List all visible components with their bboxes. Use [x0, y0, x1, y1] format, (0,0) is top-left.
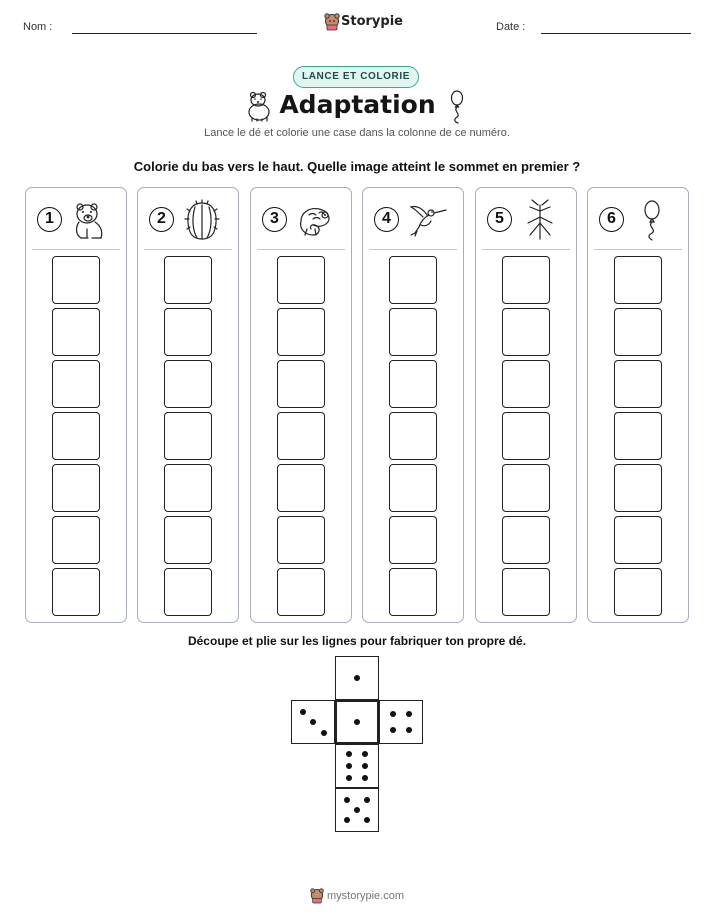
- color-cell[interactable]: [164, 568, 212, 616]
- storypie-logo-icon: [324, 13, 340, 31]
- column-2: [137, 187, 239, 623]
- cactus-icon: [182, 199, 222, 241]
- color-cell[interactable]: [389, 464, 437, 512]
- color-cell[interactable]: [389, 360, 437, 408]
- date-line[interactable]: [541, 33, 691, 34]
- dice-face-right: [379, 700, 423, 744]
- dice-face-left: [291, 700, 335, 744]
- dice-face-center: [335, 700, 379, 744]
- color-cell[interactable]: [52, 516, 100, 564]
- dice-pip: [364, 817, 370, 823]
- dice-pip: [362, 775, 368, 781]
- stick-insect-icon: [520, 199, 560, 241]
- color-cell[interactable]: [614, 256, 662, 304]
- color-cell[interactable]: [277, 516, 325, 564]
- color-cell[interactable]: [614, 412, 662, 460]
- color-cell[interactable]: [389, 256, 437, 304]
- dice-pip: [390, 727, 396, 733]
- color-cell[interactable]: [164, 308, 212, 356]
- balloon-title-icon: [448, 90, 466, 124]
- storypie-footer-icon: [310, 888, 324, 904]
- dice-pip: [354, 719, 360, 725]
- polar-bear-icon: [70, 199, 110, 241]
- color-cell[interactable]: [52, 464, 100, 512]
- color-cell[interactable]: [502, 412, 550, 460]
- color-cell[interactable]: [52, 256, 100, 304]
- dice-pip: [406, 711, 412, 717]
- dice-pip: [362, 763, 368, 769]
- column-5: [475, 187, 577, 623]
- color-cell[interactable]: [52, 568, 100, 616]
- activity-badge: LANCE ET COLORIE: [293, 66, 419, 88]
- dice-pip: [354, 807, 360, 813]
- color-cell[interactable]: [164, 516, 212, 564]
- column-number: 4: [374, 207, 399, 232]
- color-cell[interactable]: [502, 516, 550, 564]
- color-cell[interactable]: [614, 308, 662, 356]
- color-cell[interactable]: [277, 256, 325, 304]
- footer: [0, 888, 714, 904]
- color-cell[interactable]: [502, 308, 550, 356]
- color-cell[interactable]: [277, 568, 325, 616]
- column-number: 6: [599, 207, 624, 232]
- color-cell[interactable]: [614, 516, 662, 564]
- column-1: [25, 187, 127, 623]
- dice-pip: [321, 730, 327, 736]
- column-4: [362, 187, 464, 623]
- page-subtitle: Lance le dé et colorie une case dans la colonne de ce numéro.: [204, 127, 510, 139]
- color-cell[interactable]: [164, 464, 212, 512]
- column-divider: [482, 249, 570, 250]
- color-cell[interactable]: [502, 464, 550, 512]
- dice-pip: [300, 709, 306, 715]
- column-divider: [32, 249, 120, 250]
- color-cell[interactable]: [277, 308, 325, 356]
- date-label: Date :: [496, 21, 526, 33]
- cut-instruction: Découpe et plie sur les lignes pour fabriquer ton propre dé.: [187, 634, 527, 648]
- color-cell[interactable]: [52, 308, 100, 356]
- dice-pip: [346, 751, 352, 757]
- brand-name: Storypie: [341, 14, 403, 29]
- color-cell[interactable]: [502, 568, 550, 616]
- dice-pip: [354, 675, 360, 681]
- balloon-icon: [632, 199, 672, 241]
- color-cell[interactable]: [389, 308, 437, 356]
- column-divider: [144, 249, 232, 250]
- column-3: [250, 187, 352, 623]
- color-cell[interactable]: [277, 412, 325, 460]
- dice-face-top: [335, 656, 379, 700]
- color-cell[interactable]: [164, 360, 212, 408]
- dice-face-lower: [335, 744, 379, 788]
- dice-pip: [346, 775, 352, 781]
- column-divider: [257, 249, 345, 250]
- column-divider: [594, 249, 682, 250]
- color-cell[interactable]: [389, 412, 437, 460]
- dice-pip: [346, 763, 352, 769]
- color-cell[interactable]: [277, 360, 325, 408]
- chameleon-icon: [295, 199, 335, 241]
- column-number: 1: [37, 207, 62, 232]
- column-number: 5: [487, 207, 512, 232]
- column-divider: [369, 249, 457, 250]
- dice-face-bottom: [335, 788, 379, 832]
- color-cell[interactable]: [502, 360, 550, 408]
- color-cell[interactable]: [164, 412, 212, 460]
- color-cell[interactable]: [389, 568, 437, 616]
- color-cell[interactable]: [614, 568, 662, 616]
- column-6: [587, 187, 689, 623]
- dice-pip: [344, 797, 350, 803]
- footer-url: mystorypie.com: [326, 889, 405, 902]
- name-label: Nom :: [23, 21, 53, 33]
- page-title: Adaptation: [279, 90, 436, 119]
- color-cell[interactable]: [502, 256, 550, 304]
- color-cell[interactable]: [389, 516, 437, 564]
- column-number: 2: [149, 207, 174, 232]
- color-cell[interactable]: [277, 464, 325, 512]
- column-number: 3: [262, 207, 287, 232]
- dice-pip: [406, 727, 412, 733]
- hummingbird-icon: [407, 199, 447, 241]
- color-cell[interactable]: [614, 360, 662, 408]
- dice-pip: [362, 751, 368, 757]
- dice-pip: [344, 817, 350, 823]
- storypie-logo: [324, 13, 403, 33]
- color-cell[interactable]: [52, 360, 100, 408]
- name-line[interactable]: [72, 33, 257, 34]
- color-cell[interactable]: [164, 256, 212, 304]
- dice-pip: [310, 719, 316, 725]
- dice-pip: [390, 711, 396, 717]
- color-cell[interactable]: [52, 412, 100, 460]
- instruction-question: Colorie du bas vers le haut. Quelle image atteint le sommet en premier ?: [133, 159, 581, 174]
- dice-pip: [364, 797, 370, 803]
- color-cell[interactable]: [614, 464, 662, 512]
